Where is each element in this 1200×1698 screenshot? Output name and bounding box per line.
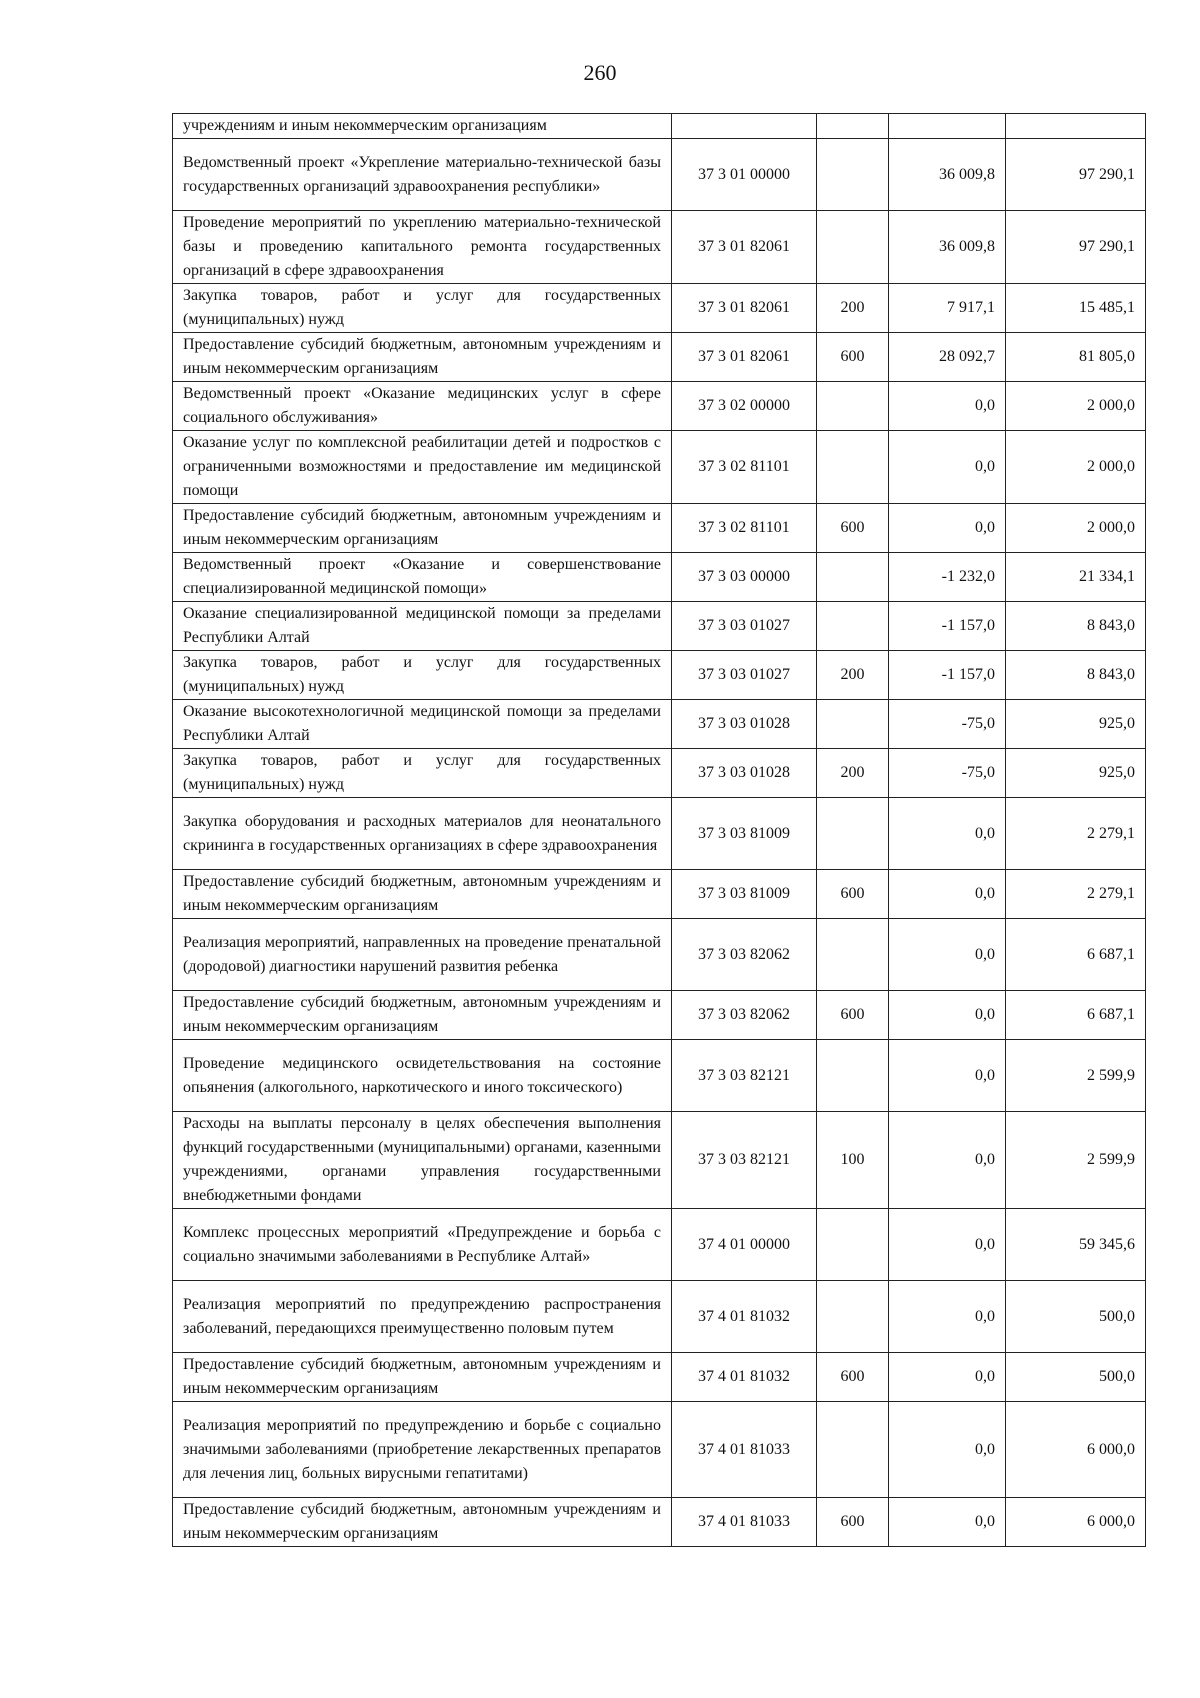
row-total-amount-cell: 925,0 (1006, 700, 1146, 749)
row-code-cell: 37 3 03 82062 (672, 919, 817, 991)
row-code-cell: 37 3 03 00000 (672, 553, 817, 602)
row-code-cell: 37 3 01 82061 (672, 211, 817, 284)
row-name-cell: Реализация мероприятий по предупреждению распространения заболеваний, передающихся преимущественно половым путем (173, 1281, 672, 1353)
table-row (173, 382, 1146, 431)
row-expense-type-cell (817, 798, 889, 870)
row-code-cell: 37 3 03 01028 (672, 749, 817, 798)
table-row (173, 1209, 1146, 1281)
row-expense-type-cell: 600 (817, 1353, 889, 1402)
row-code-cell: 37 3 01 82061 (672, 333, 817, 382)
row-total-amount-cell: 2 000,0 (1006, 431, 1146, 504)
row-expense-type-cell (817, 1040, 889, 1112)
row-expense-type-cell (817, 1209, 889, 1281)
table-row (173, 333, 1146, 382)
row-code-cell: 37 3 03 82062 (672, 991, 817, 1040)
row-change-amount-cell: 0,0 (889, 1112, 1006, 1209)
row-total-amount-cell: 2 279,1 (1006, 798, 1146, 870)
row-name-cell: Расходы на выплаты персоналу в целях обеспечения выполнения функций государственными (муниципальными) органами, казенными учреждениями, органами управления государственными внебюджетными фондами (173, 1112, 672, 1209)
row-name-cell: Закупка товаров, работ и услуг для государственных (муниципальных) нужд (173, 284, 672, 333)
row-change-amount-cell: -1 157,0 (889, 651, 1006, 700)
table-row (173, 870, 1146, 919)
row-expense-type-cell (817, 382, 889, 431)
row-expense-type-cell (817, 139, 889, 211)
row-expense-type-cell: 200 (817, 284, 889, 333)
row-code-cell: 37 3 01 00000 (672, 139, 817, 211)
table-row (173, 431, 1146, 504)
row-total-amount-cell: 6 687,1 (1006, 919, 1146, 991)
row-code-cell: 37 3 02 81101 (672, 504, 817, 553)
row-change-amount-cell: -1 157,0 (889, 602, 1006, 651)
row-total-amount-cell: 8 843,0 (1006, 602, 1146, 651)
table-row (173, 1353, 1146, 1402)
row-expense-type-cell: 600 (817, 333, 889, 382)
row-expense-type-cell (817, 431, 889, 504)
row-code-cell: 37 4 01 81033 (672, 1498, 817, 1547)
budget-table-body (173, 114, 1146, 1547)
row-expense-type-cell (817, 211, 889, 284)
row-name-cell: Оказание специализированной медицинской помощи за пределами Республики Алтай (173, 602, 672, 651)
row-total-amount-cell: 15 485,1 (1006, 284, 1146, 333)
row-name-cell: Оказание услуг по комплексной реабилитации детей и подростков с ограниченными возможностями и предоставление им медицинской помощи (173, 431, 672, 504)
row-change-amount-cell: 0,0 (889, 870, 1006, 919)
row-code-cell: 37 3 03 82121 (672, 1112, 817, 1209)
row-name-cell: Ведомственный проект «Оказание медицинских услуг в сфере социального обслуживания» (173, 382, 672, 431)
row-name-cell: Ведомственный проект «Укрепление материально-технической базы государственных организаций здравоохранения республики» (173, 139, 672, 211)
row-total-amount-cell: 6 000,0 (1006, 1402, 1146, 1498)
row-change-amount-cell: 36 009,8 (889, 211, 1006, 284)
table-row (173, 1402, 1146, 1498)
row-total-amount-cell: 2 000,0 (1006, 504, 1146, 553)
row-name-cell: Проведение медицинского освидетельствования на состояние опьянения (алкогольного, наркотического и иного токсического) (173, 1040, 672, 1112)
row-total-amount-cell: 59 345,6 (1006, 1209, 1146, 1281)
row-change-amount-cell: 36 009,8 (889, 139, 1006, 211)
row-total-amount-cell: 21 334,1 (1006, 553, 1146, 602)
row-code-cell: 37 3 03 81009 (672, 798, 817, 870)
row-expense-type-cell: 200 (817, 749, 889, 798)
row-change-amount-cell: 28 092,7 (889, 333, 1006, 382)
row-code-cell: 37 3 03 01027 (672, 602, 817, 651)
row-total-amount-cell: 2 279,1 (1006, 870, 1146, 919)
row-code-cell: 37 3 03 81009 (672, 870, 817, 919)
row-change-amount-cell: 0,0 (889, 1498, 1006, 1547)
row-change-amount-cell: 0,0 (889, 1040, 1006, 1112)
row-change-amount-cell: 0,0 (889, 504, 1006, 553)
row-name-cell: Реализация мероприятий, направленных на проведение пренатальной (дородовой) диагностики нарушений развития ребенка (173, 919, 672, 991)
row-change-amount-cell: 0,0 (889, 382, 1006, 431)
row-expense-type-cell (817, 553, 889, 602)
row-code-cell: 37 4 01 81032 (672, 1353, 817, 1402)
row-change-amount-cell: 0,0 (889, 1402, 1006, 1498)
row-name-cell: Закупка товаров, работ и услуг для государственных (муниципальных) нужд (173, 749, 672, 798)
row-change-amount-cell: 7 917,1 (889, 284, 1006, 333)
table-row (173, 749, 1146, 798)
table-row (173, 504, 1146, 553)
row-total-amount-cell: 97 290,1 (1006, 139, 1146, 211)
row-total-amount-cell: 2 599,9 (1006, 1112, 1146, 1209)
table-row (173, 139, 1146, 211)
row-code-cell: 37 3 01 82061 (672, 284, 817, 333)
row-total-amount-cell (1006, 114, 1146, 139)
row-total-amount-cell: 8 843,0 (1006, 651, 1146, 700)
row-name-cell: Закупка товаров, работ и услуг для государственных (муниципальных) нужд (173, 651, 672, 700)
row-total-amount-cell: 6 000,0 (1006, 1498, 1146, 1547)
row-name-cell: Проведение мероприятий по укреплению материально-технической базы и проведению капитального ремонта государственных организаций в сфере здравоохранения (173, 211, 672, 284)
table-row (173, 553, 1146, 602)
row-name-cell: Предоставление субсидий бюджетным, автономным учреждениям и иным некоммерческим организациям (173, 1498, 672, 1547)
row-change-amount-cell: -75,0 (889, 749, 1006, 798)
table-row (173, 1281, 1146, 1353)
row-code-cell: 37 3 03 82121 (672, 1040, 817, 1112)
table-row (173, 1112, 1146, 1209)
row-expense-type-cell: 200 (817, 651, 889, 700)
row-change-amount-cell: -75,0 (889, 700, 1006, 749)
row-name-cell: Реализация мероприятий по предупреждению и борьбе с социально значимыми заболеваниями (приобретение лекарственных препаратов для лечения лиц, больных вирусными гепатитами) (173, 1402, 672, 1498)
table-row (173, 114, 1146, 139)
row-change-amount-cell: 0,0 (889, 1281, 1006, 1353)
table-row (173, 798, 1146, 870)
row-code-cell: 37 4 01 81032 (672, 1281, 817, 1353)
row-expense-type-cell (817, 1402, 889, 1498)
row-total-amount-cell: 6 687,1 (1006, 991, 1146, 1040)
row-name-cell: Предоставление субсидий бюджетным, автономным учреждениям и иным некоммерческим организациям (173, 991, 672, 1040)
row-expense-type-cell (817, 1281, 889, 1353)
row-expense-type-cell: 600 (817, 991, 889, 1040)
table-row (173, 602, 1146, 651)
row-total-amount-cell: 97 290,1 (1006, 211, 1146, 284)
row-name-cell: Комплекс процессных мероприятий «Предупреждение и борьба с социально значимыми заболеваниями в Республике Алтай» (173, 1209, 672, 1281)
row-expense-type-cell: 100 (817, 1112, 889, 1209)
row-change-amount-cell: 0,0 (889, 919, 1006, 991)
table-row (173, 700, 1146, 749)
row-change-amount-cell: 0,0 (889, 1209, 1006, 1281)
row-code-cell: 37 4 01 81033 (672, 1402, 817, 1498)
row-expense-type-cell: 600 (817, 870, 889, 919)
row-change-amount-cell: 0,0 (889, 991, 1006, 1040)
row-code-cell: 37 3 02 81101 (672, 431, 817, 504)
row-code-cell: 37 3 02 00000 (672, 382, 817, 431)
table-row (173, 211, 1146, 284)
row-code-cell: 37 4 01 00000 (672, 1209, 817, 1281)
table-row (173, 284, 1146, 333)
budget-table (172, 113, 1146, 1547)
row-change-amount-cell: 0,0 (889, 1353, 1006, 1402)
row-total-amount-cell: 500,0 (1006, 1281, 1146, 1353)
table-row (173, 991, 1146, 1040)
row-expense-type-cell (817, 919, 889, 991)
row-name-cell: Предоставление субсидий бюджетным, автономным учреждениям и иным некоммерческим организациям (173, 870, 672, 919)
row-name-cell: Ведомственный проект «Оказание и совершенствование специализированной медицинской помощи» (173, 553, 672, 602)
row-name-cell: Оказание высокотехнологичной медицинской помощи за пределами Республики Алтай (173, 700, 672, 749)
row-total-amount-cell: 2 599,9 (1006, 1040, 1146, 1112)
row-change-amount-cell: 0,0 (889, 431, 1006, 504)
row-total-amount-cell: 925,0 (1006, 749, 1146, 798)
row-name-cell: Предоставление субсидий бюджетным, автономным учреждениям и иным некоммерческим организациям (173, 1353, 672, 1402)
row-total-amount-cell: 2 000,0 (1006, 382, 1146, 431)
table-row (173, 1498, 1146, 1547)
row-code-cell: 37 3 03 01028 (672, 700, 817, 749)
row-code-cell (672, 114, 817, 139)
row-name-cell: Предоставление субсидий бюджетным, автономным учреждениям и иным некоммерческим организациям (173, 333, 672, 382)
row-change-amount-cell (889, 114, 1006, 139)
row-name-cell: учреждениям и иным некоммерческим организациям (173, 114, 672, 139)
row-change-amount-cell: -1 232,0 (889, 553, 1006, 602)
row-expense-type-cell: 600 (817, 504, 889, 553)
table-row (173, 919, 1146, 991)
table-row (173, 651, 1146, 700)
table-row (173, 1040, 1146, 1112)
row-expense-type-cell (817, 114, 889, 139)
row-total-amount-cell: 81 805,0 (1006, 333, 1146, 382)
row-total-amount-cell: 500,0 (1006, 1353, 1146, 1402)
row-change-amount-cell: 0,0 (889, 798, 1006, 870)
row-code-cell: 37 3 03 01027 (672, 651, 817, 700)
row-name-cell: Предоставление субсидий бюджетным, автономным учреждениям и иным некоммерческим организациям (173, 504, 672, 553)
row-expense-type-cell: 600 (817, 1498, 889, 1547)
row-expense-type-cell (817, 700, 889, 749)
row-expense-type-cell (817, 602, 889, 651)
page-number: 260 (583, 60, 617, 85)
row-name-cell: Закупка оборудования и расходных материалов для неонатального скрининга в государственных организациях в сфере здравоохранения (173, 798, 672, 870)
